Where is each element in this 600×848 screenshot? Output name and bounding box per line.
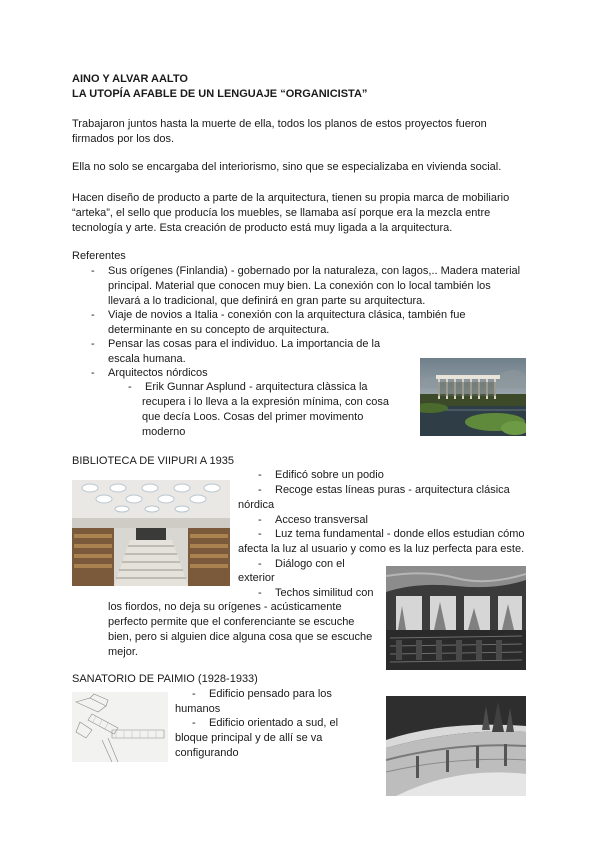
list-dash: - <box>258 528 262 540</box>
referentes-title: Referentes <box>72 250 126 262</box>
intro-paragraph-1: Trabajaron juntos hasta la muerte de ella, todos los planos de estos proyectos fueron firmados por los dos. <box>72 118 487 145</box>
biblioteca-item-lineas: Recoge estas líneas puras - arquitectura clásica <box>275 484 510 496</box>
list-dash: - <box>128 381 132 393</box>
referentes-item-nordicos: Arquitectos nórdicos <box>108 367 208 379</box>
biblioteca-item-dialogo-cont: exterior <box>238 572 275 584</box>
biblioteca-item-podio: Edificó sobre un podio <box>275 469 384 481</box>
biblioteca-item-lineas-cont: nórdica <box>238 499 275 511</box>
list-dash: - <box>91 338 95 350</box>
page-subtitle: LA UTOPÍA AFABLE DE UN LENGUAJE “ORGANICISTA” <box>72 88 368 100</box>
biblioteca-item-techos-cont: los fiordos, no deja su orígenes - acústicamente perfecto permite que el conferenciante se escuche bien, pero si alguien dice alguna cosa que se escuche mejor. <box>108 601 373 658</box>
biblioteca-item-acceso: Acceso transversal <box>275 514 368 526</box>
intro-paragraph-3: Hacen diseño de producto a parte de la arquitectura, tienen su propia marca de mobiliario “arteka”, el sello que producía los muebles, se llamaba así porque era la mezcla entre tecnología y arte. Esta creación de producto está muy ligada a la arquitectura. <box>72 192 510 234</box>
list-dash: - <box>192 717 196 729</box>
biblioteca-item-dialogo: Diálogo con el <box>275 558 345 570</box>
list-dash: - <box>258 587 262 599</box>
list-dash: - <box>258 514 262 526</box>
sanatorio-title: SANATORIO DE PAIMIO (1928-1933) <box>72 673 258 685</box>
photo-sanatorio-terrace <box>386 696 526 796</box>
photo-biblioteca-interior <box>72 480 230 586</box>
list-dash: - <box>91 309 95 321</box>
list-dash: - <box>91 265 95 277</box>
sanatorio-item-humanos-cont: humanos <box>175 703 221 715</box>
biblioteca-item-luz: Luz tema fundamental - donde ellos estudian cómo <box>275 528 525 540</box>
sanatorio-item-orientado: Edificio orientado a sud, el <box>209 717 339 729</box>
intro-paragraph-2: Ella no solo se encargaba del interiorismo, sino que se especializaba en vivienda social. <box>72 161 502 173</box>
list-dash: - <box>258 469 262 481</box>
sanatorio-item-orientado-cont: bloque principal y de allí se va configurando <box>175 732 323 759</box>
referentes-subitem-asplund: Erik Gunnar Asplund - arquitectura clàssica la recupera i lo lleva a la expresión mínima, con cosa que decía Loos. Cosas del primer movimento moderno <box>142 381 390 438</box>
photo-biblioteca-lecture-hall <box>386 566 526 670</box>
referentes-item-italia: Viaje de novios a Italia - conexión con la arquitectura clásica, también fue determinante en su concepto de arquitectura. <box>108 309 466 336</box>
list-dash: - <box>258 558 262 570</box>
referentes-item-origenes: Sus orígenes (Finlandia) - gobernado por la naturaleza, con lagos,.. Madera material principal. Material que conocen muy bien. La conexión con lo local también los llevará a lo tradicional, que definirá en gran parte su arquitectura. <box>108 265 521 307</box>
page-title: AINO Y ALVAR AALTO <box>72 73 188 85</box>
referentes-item-individuo: Pensar las cosas para el individuo. La importancia de la escala humana. <box>108 338 381 365</box>
biblioteca-item-luz-cont: afecta la luz al usuario y como es la luz perfecta para este. <box>238 543 525 555</box>
list-dash: - <box>91 367 95 379</box>
plan-sanatorio-paimio <box>72 692 168 762</box>
biblioteca-title: BIBLIOTECA DE VIIPURI A 1935 <box>72 455 235 467</box>
list-dash: - <box>258 484 262 496</box>
list-dash: - <box>192 688 196 700</box>
sanatorio-item-humanos: Edificio pensado para los <box>209 688 332 700</box>
photo-asplund-pavilion <box>420 358 526 436</box>
biblioteca-item-techos: Techos similitud con <box>275 587 374 599</box>
